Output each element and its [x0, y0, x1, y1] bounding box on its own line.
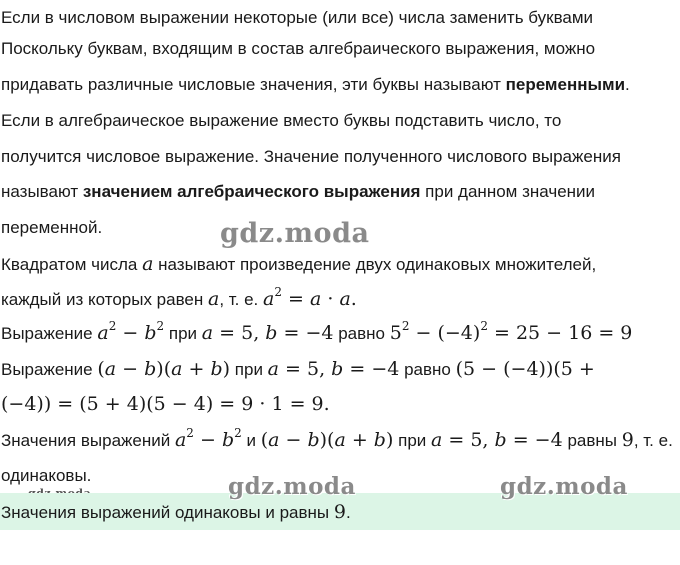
text-line: Если в алгебраическое выражение вместо буквы подставить число, то: [1, 111, 562, 130]
text-line: получится числовое выражение. Значение полученного числового выражения: [1, 147, 621, 166]
square-definition-formula: $a^2 = a \cdot a$.: [263, 285, 357, 310]
expression-line-1: Выражение $a^2 - b^2$ при a = 5, b = −4 равно $5^2 - (-4)^2 = 25 - 16 = 9$: [1, 319, 633, 344]
answer-text: Значения выражений одинаковы и равны 9.: [1, 501, 351, 523]
text-line: каждый из которых равен a, т. е. $a^2 = a \cdot a$.: [1, 285, 357, 310]
expression-line-2-cont: (−4)) = (5 + 4)(5 − 4) = 9 · 1 = 9.: [1, 393, 330, 415]
conclusion-line: Значения выражений $a^2 - b^2$ и (a − b)(a + b) при a = 5, b = −4 равны 9, т. е.: [1, 426, 673, 451]
expression-line-2: Выражение (a − b)(a + b) при a = 5, b = −4 равно (5 − (−4))(5 +: [1, 358, 595, 380]
text-line: Поскольку буквам, входящим в состав алгебраического выражения, можно: [1, 39, 596, 58]
text-line: Если в числовом выражении некоторые (или все) числа заменить буквами: [1, 8, 594, 27]
watermark: gdz.moda: [228, 473, 356, 500]
term-variables: переменными: [505, 75, 626, 94]
watermark: gdz.moda: [220, 218, 370, 249]
text-line: одинаковы.: [1, 466, 92, 485]
text-line: называют значением алгебраического выражения при данном значении: [1, 182, 596, 201]
text-line: придавать различные числовые значения, эти буквы называют переменными.: [1, 75, 630, 94]
text-line: Квадратом числа a называют произведение двух одинаковых множителей,: [1, 253, 597, 275]
term-expression-value: значением алгебраического выражения: [82, 182, 421, 201]
text-line: переменной.: [1, 218, 103, 237]
watermark: gdz.moda: [500, 473, 628, 500]
